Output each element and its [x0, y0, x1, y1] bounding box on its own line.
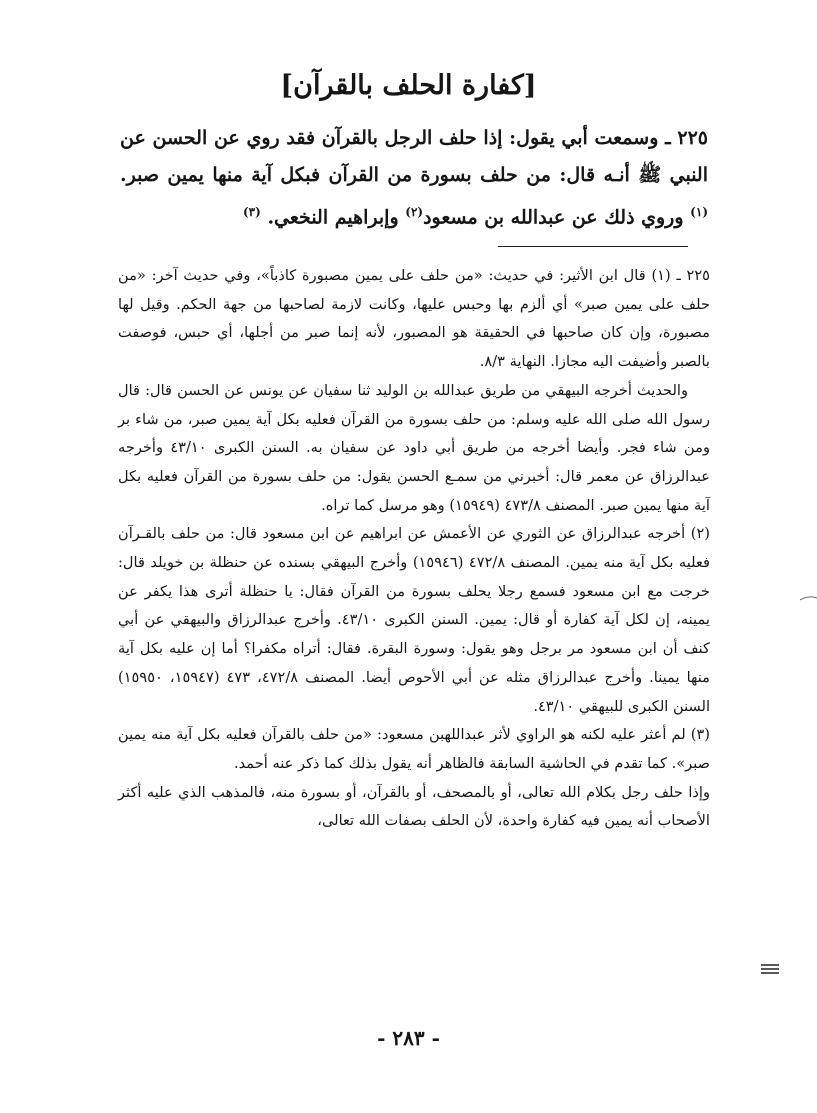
- section-heading: [كفارة الحلف بالقرآن]: [280, 70, 537, 101]
- main-text-part-2: وروي ذلك عن عبدالله بن مسعود: [423, 206, 684, 229]
- main-text-part-1: وسمعت أبي يقول: إذا حلف الرجل بالقرآن فقد روي عن الحسن عن النبي ﷺ أنـه قال: من حلف بسورة من القرآن فبكل آية منها يمين صبر.: [120, 127, 708, 186]
- page-number: - ٢٨٣ -: [377, 1026, 440, 1050]
- footnote-continued-text: وإذا حلف رجل بكلام الله تعالى، أو بالمصحف، أو بالقرآن، أو بسورة منه، فالمذهب الذي عليه أكثر الأصحاب أنه يمين فيه كفارة واحدة، لأن الحلف بصفات الله تعالى،: [118, 783, 710, 830]
- footnote-1: ٢٢٥ ـ (١) قال ابن الأثير: في حديث: «من حلف على يمين مصبورة كاذباً»، وفي حديث آخر: «من حلف على يمين صبر» أي ألزم بها وحبس عليها، وكانت لازمة لصاحبها من جهة الحكم. وقيل لها مصبورة، وإن كان صاحبها في الحقيقة هو المصبور، لأنه إنما صبر من أجلها، أي حبس، فوصفت بالصبر وأضيفت اليه مجازا. النهاية ٨/٣.: [118, 267, 711, 371]
- footnote-3: (٣) لم أعثر عليه لكنه هو الراوي لأثر عبداللهبن مسعود: «من حلف بالقرآن فعليه بكل آية منه يمين صبر». كما تقدم في الحاشية السابقة فالظاهر أنه يقول بذلك كما ذكر عنه أحمد.: [118, 726, 710, 772]
- main-text-part-3: وإبراهيم النخعي.: [267, 206, 399, 229]
- footnote-2: (٢) أخرجه عبدالرزاق عن الثوري عن الأعمش عن ابراهيم عن ابن مسعود قال: من حلف بالقـرآن فعليه بكل آية منه يمين. المصنف ٤٧٢/٨ (١٥٩٤٦) وأخرج البيهقي بسنده عن حنظلة بن خويلد قال: خرجت مع ابن مسعود فسمع رجلا يحلف بسورة من القرآن فقال: يا حنظلة أترى هذا يكفر عن يمينه، إن لكل آية كفارة أو قال: يمين. السنن الكبرى ٤٣/١٠. وأخرج عبدالرزاق والبيهقي عن أبي كنف أن ابن مسعود مر برجل وهو يقول: وسورة البقرة. فقال: أتراه مكفرا؟ أما إن عليه بكل آية منها يمينا. وأخرج عبدالرزاق مثله عن أبي الأحوص أيضا. المصنف ٤٧٢/٨، ٤٧٣ (١٥٩٤٧، ١٥٩٥٠) السنن الكبرى للبيهقي ٤٣/١٠.: [118, 525, 710, 715]
- footnote-ref-2: (٢): [405, 205, 424, 219]
- continuation-mark-icon: [760, 962, 780, 974]
- footnote-1-continuation: والحديث أخرجه البيهقي من طريق عبدالله بن الوليد ثنا سفيان عن يونس عن الحسن قال: قال رسول الله صلى الله عليه وسلم: من حلف بسورة من القرآن فعليه بكل آية يمين صبر، من شاء بر ومن شاء فجر. وأيضا أخرجه من طريق أبي داود عن سفيان به. السنن الكبرى ٤٣/١٠ وأخرجه عبدالرزاق عن معمر قال: أخبرني من سمـع الحسن يقول: من حلف بسورة من القرآن فعليه بكل آية منها يمين صبر. المصنف ٤٧٣/٨ (١٥٩٤٩) وهو مرسل كما تراه.: [118, 381, 710, 514]
- footnote-ref-1: (١): [690, 205, 708, 219]
- main-paragraph: [120, 120, 708, 236]
- footnote-ref-3: (٣): [242, 205, 261, 219]
- footnote-divider: [498, 246, 688, 247]
- page-edge-mark-icon: [800, 595, 817, 601]
- paragraph-number: ٢٢٥ ـ: [665, 127, 708, 149]
- footnotes-block: [118, 262, 710, 836]
